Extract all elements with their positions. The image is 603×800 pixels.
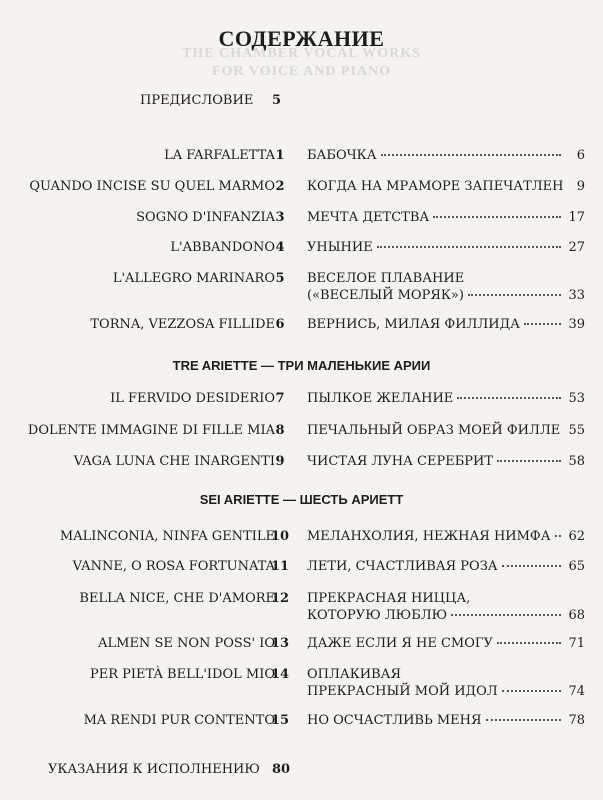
toc-entry-italian: DOLENTE IMMAGINE DI FILLE MIA xyxy=(27,423,275,438)
dot-leader xyxy=(457,397,561,399)
toc-entry-italian: L'ABBANDONO xyxy=(170,240,275,255)
toc-entry-russian-line: ВЕРНИСЬ, МИЛАЯ ФИЛЛИДА xyxy=(307,317,520,332)
toc-entry-russian-line1: ОПЛАКИВАЯ xyxy=(307,667,401,682)
page-title: СОДЕРЖАНИЕ xyxy=(218,26,385,51)
toc-entry-number: 6 xyxy=(275,317,285,332)
toc-entry-russian-line: БАБОЧКА xyxy=(307,148,377,163)
toc-entry-russian xyxy=(307,528,565,545)
toc-entry-russian-line: ЛЕТИ, СЧАСТЛИВАЯ РОЗА xyxy=(307,559,498,574)
dot-leader xyxy=(468,294,561,296)
toc-entry-russian xyxy=(307,316,565,333)
toc-entry-russian-line: ЧИСТАЯ ЛУНА СЕРЕБРИТ xyxy=(307,454,494,469)
toc-entry-page: 39 xyxy=(568,317,585,332)
toc-entry-number: 11 xyxy=(270,559,290,574)
toc-entry-page: 9 xyxy=(576,179,585,194)
dot-leader xyxy=(486,719,561,721)
toc-entry-russian xyxy=(307,453,565,470)
toc-entry-russian xyxy=(307,422,565,439)
toc-entry-russian xyxy=(307,209,565,226)
toc-entry-italian: TORNA, VEZZOSA FILLIDE xyxy=(90,317,275,332)
toc-entry-italian: VANNE, O ROSA FORTUNATA xyxy=(72,559,275,574)
dot-leader xyxy=(381,154,561,156)
toc-entry-russian xyxy=(307,270,565,304)
toc-entry-russian-line: МЕЛАНХОЛИЯ, НЕЖНАЯ НИМФА xyxy=(307,529,551,544)
toc-entry-russian xyxy=(307,712,565,729)
toc-entry-page: 58 xyxy=(568,454,585,469)
toc-entry-number: 2 xyxy=(275,179,285,194)
toc-entry-page: 6 xyxy=(576,148,585,163)
toc-entry-russian xyxy=(307,558,565,575)
toc-entry-russian-line: ПЫЛКОЕ ЖЕЛАНИЕ xyxy=(307,391,454,406)
toc-entry-page: 68 xyxy=(568,608,585,623)
toc-entry-number: 12 xyxy=(270,591,290,606)
toc-entry-number: 13 xyxy=(270,636,290,651)
dot-leader xyxy=(433,216,561,218)
toc-entry-italian: MA RENDI PUR CONTENTO xyxy=(83,713,275,728)
toc-entry-russian-line: УНЫНИЕ xyxy=(307,240,373,255)
toc-entry-page: 33 xyxy=(568,288,585,303)
toc-entry-russian-line: МЕЧТА ДЕТСТВА xyxy=(307,210,430,225)
toc-entry-russian-line1: ПРЕКРАСНАЯ НИЦЦА, xyxy=(307,591,471,606)
toc-entry-russian-line: КОТОРУЮ ЛЮБЛЮ xyxy=(307,608,448,623)
toc-entry-number: 1 xyxy=(275,148,285,163)
toc-entry-page: 53 xyxy=(568,391,585,406)
toc-entry-russian-line: ДАЖЕ ЕСЛИ Я НЕ СМОГУ xyxy=(307,636,493,651)
dot-leader xyxy=(451,614,561,616)
toc-entry-page: 74 xyxy=(568,684,585,699)
toc-entry-russian xyxy=(307,178,565,195)
dot-leader xyxy=(497,460,561,462)
dot-leader xyxy=(497,642,561,644)
toc-entry-russian-line: ПРЕКРАСНЫЙ МОЙ ИДОЛ xyxy=(307,684,498,699)
toc-entry-number: 15 xyxy=(270,713,290,728)
toc-entry-page: 62 xyxy=(568,529,585,544)
toc-entry-russian-line: НО ОСЧАСТЛИВЬ МЕНЯ xyxy=(307,713,482,728)
toc-entry-italian: MALINCONIA, NINFA GENTILE xyxy=(59,529,275,544)
toc-entry-number: 14 xyxy=(270,667,290,682)
dot-leader xyxy=(502,690,561,692)
show-through-text-1: THE CHAMBER VOCAL WORKS xyxy=(182,46,421,61)
toc-entry-page: 55 xyxy=(568,423,585,438)
toc-entry-russian-line1: ВЕСЕЛОЕ ПЛАВАНИЕ xyxy=(307,271,465,286)
section-heading-sei-ariette: SEI ARIETTE — ШЕСТЬ АРИЕТТ xyxy=(199,492,404,507)
toc-entry-russian-line: КОГДА НА МРАМОРЕ ЗАПЕЧАТЛЕН xyxy=(307,179,564,194)
toc-entry-number: 9 xyxy=(275,454,285,469)
preface-label: ПРЕДИСЛОВИЕ xyxy=(140,93,254,108)
dot-leader xyxy=(502,565,561,567)
toc-entry-number: 8 xyxy=(275,423,285,438)
toc-entry-italian: VAGA LUNA CHE INARGENTI xyxy=(73,454,275,469)
toc-entry-russian xyxy=(307,666,565,700)
toc-entry-page: 17 xyxy=(568,210,585,225)
toc-entry-italian: BELLA NICE, CHE D'AMORE xyxy=(79,591,275,606)
toc-entry-italian: L'ALLEGRO MARINARO xyxy=(112,271,275,286)
toc-entry-italian: ALMEN SE NON POSS' IO xyxy=(98,636,275,651)
toc-entry-russian-line: («ВЕСЕЛЫЙ МОРЯК») xyxy=(307,288,464,303)
toc-entry-italian: SOGNO D'INFANZIA xyxy=(136,210,275,225)
toc-entry-page: 27 xyxy=(568,240,585,255)
toc-entry-russian xyxy=(307,635,565,652)
toc-entry-russian xyxy=(307,239,565,256)
toc-entry-number: 5 xyxy=(275,271,285,286)
toc-entry-russian xyxy=(307,147,565,164)
toc-entry-russian xyxy=(307,390,565,407)
toc-entry-number: 4 xyxy=(275,240,285,255)
toc-entry-italian: QUANDO INCISE SU QUEL MARMO xyxy=(29,179,275,194)
toc-entry-number: 10 xyxy=(270,529,290,544)
preface-page: 5 xyxy=(272,93,282,108)
toc-entry-page: 65 xyxy=(568,559,585,574)
show-through-text-2: FOR VOICE AND PIANO xyxy=(211,64,392,79)
toc-entry-italian: IL FERVIDO DESIDERIO xyxy=(110,391,275,406)
toc-entry-russian xyxy=(307,590,565,624)
toc-entry-italian: LA FARFALETTA xyxy=(164,148,275,163)
toc-entry-page: 78 xyxy=(568,713,585,728)
toc-entry-italian: PER PIETÀ BELL'IDOL MIO xyxy=(90,667,275,682)
footer-page: 80 xyxy=(272,762,291,777)
dot-leader xyxy=(377,246,561,248)
section-heading-tre-ariette: TRE ARIETTE — ТРИ МАЛЕНЬКИЕ АРИИ xyxy=(172,358,431,373)
toc-entry-number: 3 xyxy=(275,210,285,225)
footer-label: УКАЗАНИЯ К ИСПОЛНЕНИЮ xyxy=(48,762,260,777)
toc-entry-number: 7 xyxy=(275,391,285,406)
toc-entry-page: 71 xyxy=(568,636,585,651)
toc-entry-russian-line: ПЕЧАЛЬНЫЙ ОБРАЗ МОЕЙ ФИЛЛЕ xyxy=(307,423,561,438)
